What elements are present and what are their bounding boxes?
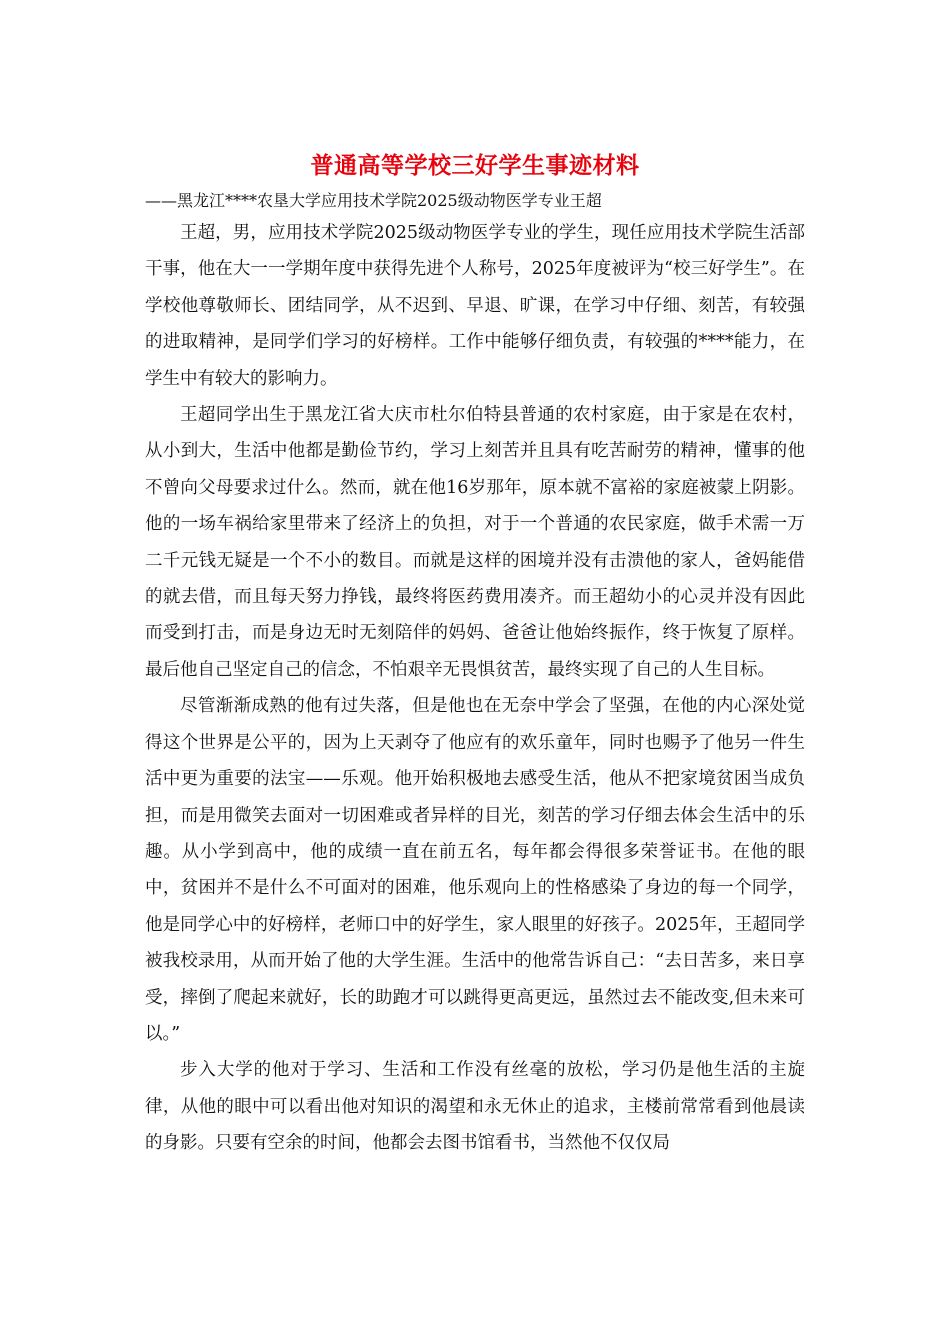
paragraph-intro: 王超，男，应用技术学院2025级动物医学专业的学生，现任应用技术学院生活部干事，他在大一一学期年度中获得先进个人称号，2025年度被评为“校三好学生”。在学校他尊敬师长、团结同学，从不迟到、早退、旷课，在学习中仔细、刻苦，有较强的进取精神，是同学们学习的好榜样。工作中能够仔细负责，有较强的****能力，在学生中有较大的影响力。 <box>145 223 805 389</box>
paragraph-university-life: 步入大学的他对于学习、生活和工作没有丝毫的放松，学习仍是他生活的主旋律，从他的眼中可以看出他对知识的渴望和永无休止的追求，主楼前常常看到他晨读的身影。只要有空余的时间，他都会去图书馆看书，当然他不仅仅局 <box>145 1060 805 1154</box>
document-body <box>145 147 805 1162</box>
document-subtitle: ——黑龙江****农垦大学应用技术学院2025级动物医学专业王超 <box>145 191 602 210</box>
paragraph-optimism: 尽管渐渐成熟的他有过失落，但是他也在无奈中学会了坚强，在他的内心深处觉得这个世界是公平的，因为上天剥夺了他应有的欢乐童年，同时也赐予了他另一件生活中更为重要的法宝——乐观。他开始积极地去感受生活，他从不把家境贫困当成负担，而是用微笑去面对一切困难或者异样的目光，刻苦的学习仔细去体会生活中的乐趣。从小学到高中，他的成绩一直在前五名，每年都会得很多荣誉证书。在他的眼中，贫困并不是什么不可面对的困难，他乐观向上的性格感染了身边的每一个同学，他是同学心中的好榜样，老师口中的好学生，家人眼里的好孩子。2025年，王超同学被我校录用，从而开始了他的大学生涯。生活中的他常告诉自己：“去日苦多，来日享受，摔倒了爬起来就好，长的助跑才可以跳得更高更远，虽然过去不能改变,但未来可以。” <box>145 696 805 1044</box>
paragraph-family-background: 王超同学出生于黑龙江省大庆市杜尔伯特县普通的农村家庭，由于家是在农村，从小到大，生活中他都是勤俭节约，学习上刻苦并且具有吃苦耐劳的精神，懂事的他不曾向父母要求过什么。然而，就在他16岁那年，原本就不富裕的家庭被蒙上阴影。他的一场车祸给家里带来了经济上的负担，对于一个普通的农民家庭，做手术需一万二千元钱无疑是一个不小的数目。而就是这样的困境并没有击溃他的家人，爸妈能借的就去借，而且每天努力挣钱，最终将医药费用凑齐。而王超幼小的心灵并没有因此而受到打击，而是身边无时无刻陪伴的妈妈、爸爸让他始终振作，终于恢复了原样。最后他自己坚定自己的信念，不怕艰辛无畏惧贫苦，最终实现了自己的人生目标。 <box>145 405 805 680</box>
document-title: 普通高等学校三好学生事迹材料 <box>310 152 640 179</box>
